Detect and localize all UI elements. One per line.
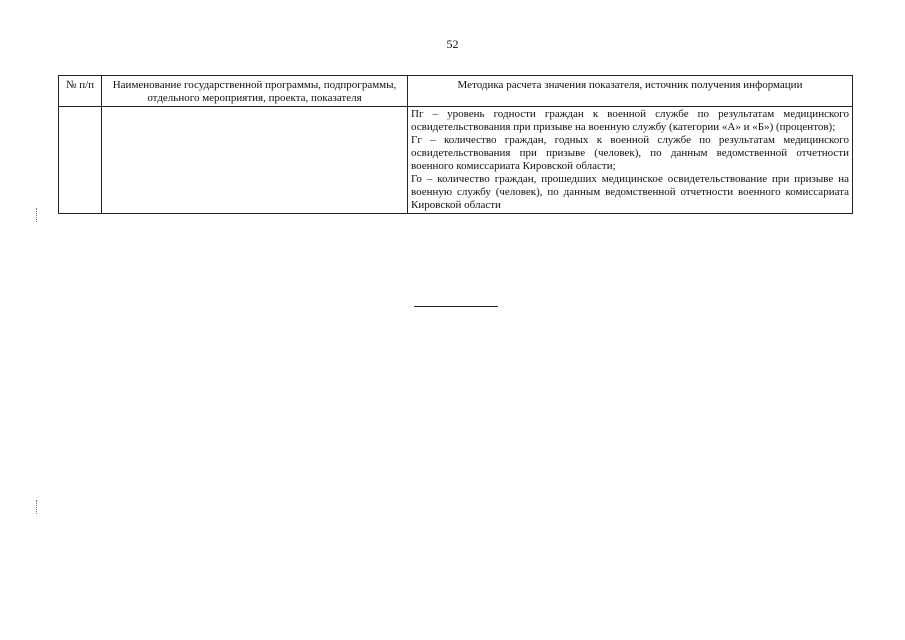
header-method: Методика расчета значения показателя, источник получения информации — [408, 76, 853, 107]
header-number: № п/п — [59, 76, 102, 107]
method-definition-pg: Пг – уровень годности граждан к военной службе по результатам медицинского освидетельствования при призыве на военную службу (категории «А» и «Б») (процентов); — [411, 108, 849, 133]
method-definition-go: Го – количество граждан, прошедших медицинское освидетельствование при призыве на военную службу (человек), по данным ведомственной отчетности военного комиссариата Кировской области — [411, 173, 849, 211]
row-number-cell — [59, 107, 102, 214]
method-definition-gg: Гг – количество граждан, годных к военной службе по результатам медицинского освидетельствования при призыве (человек), по данным ведомственной отчетности военного комиссариата Кировской области; — [411, 134, 849, 172]
row-name-cell — [102, 107, 408, 214]
end-rule — [414, 306, 498, 307]
table-header-row — [59, 76, 853, 107]
header-name: Наименование государственной программы, подпрограммы, отдельного мероприятия, проекта, показателя — [102, 76, 408, 107]
table-row — [59, 107, 853, 214]
indicator-method-table — [58, 75, 853, 214]
page-number: 52 — [446, 37, 459, 51]
scan-margin-mark — [36, 208, 38, 222]
row-method-cell — [408, 107, 853, 214]
scan-margin-mark — [36, 500, 38, 514]
